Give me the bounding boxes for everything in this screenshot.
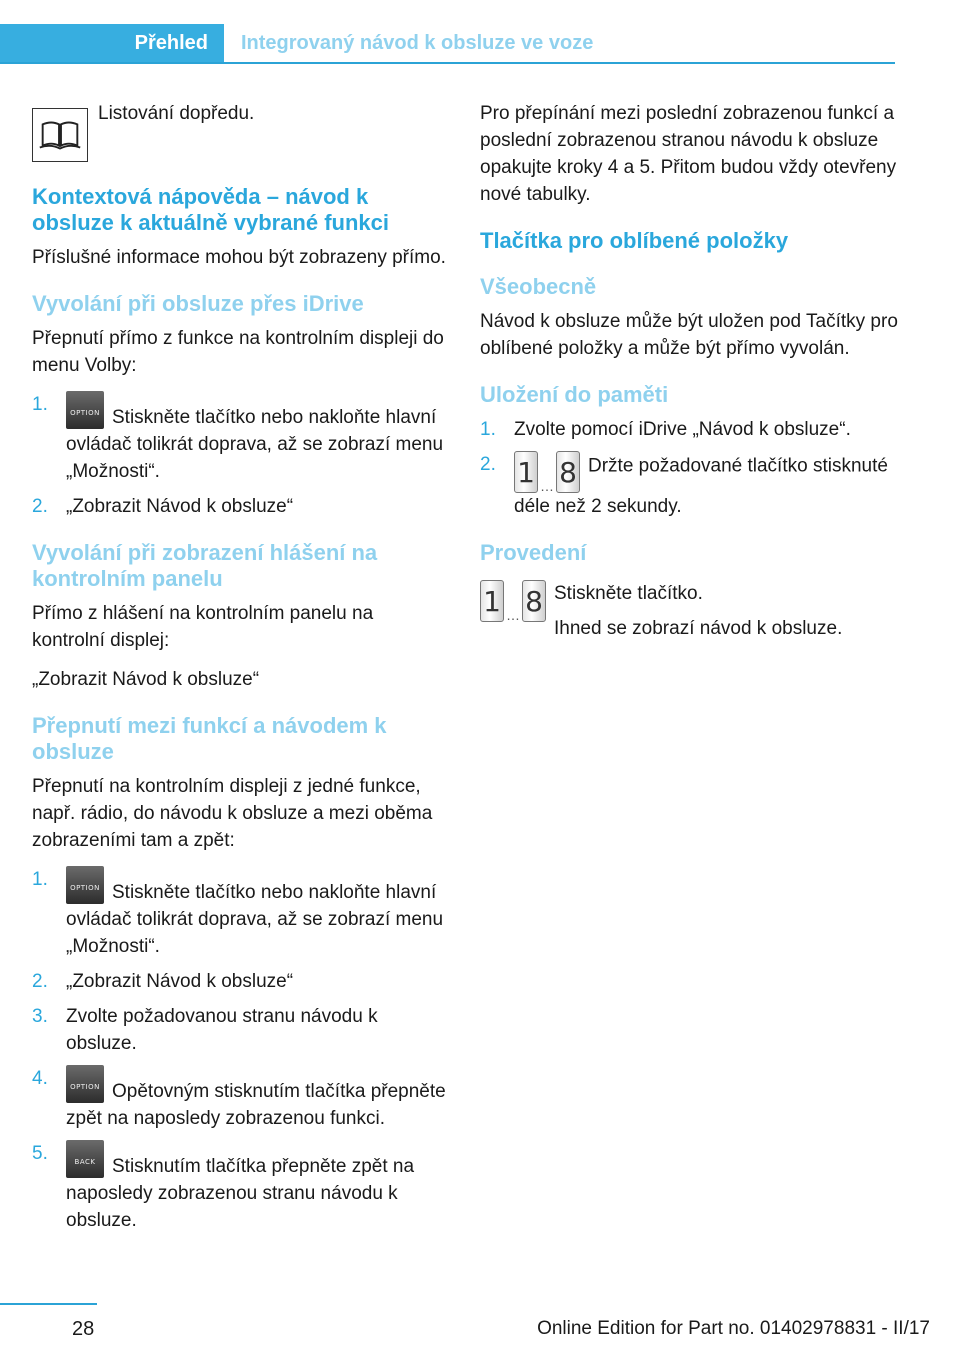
text-execute-2: Ihned se zobrazí návod k obsluze. — [554, 618, 843, 639]
list-text: Stiskněte tlačítko nebo nakloňte hlavní ovládač tolikrát doprava, až se zobrazí menu „Možnosti“. — [66, 882, 444, 957]
heading-switch: Přepnutí mezi funkcí a návodem k obsluze — [32, 713, 387, 764]
list-number: 1. — [32, 394, 48, 415]
list-text: Opětovným stisknutím tlačítka přepněte zpět na naposledy zobrazenou funkci. — [66, 1081, 446, 1129]
favorite-key-8: 8 — [556, 451, 580, 493]
list-item — [32, 968, 450, 995]
list-item — [32, 493, 450, 520]
text-idrive: Přepnutí přímo z funkce na kontrolním displeji do menu Volby: — [32, 328, 444, 376]
text-general: Návod k obsluze může být uložen pod Tačítky pro oblíbené položky a může být přímo vyvolán. — [480, 311, 898, 359]
list-text: Zvolte požadovanou stranu návodu k obsluze. — [66, 1006, 378, 1054]
chapter-title: Integrovaný návod k obsluze ve voze — [241, 32, 594, 54]
list-number: 1. — [480, 419, 496, 440]
footer-rule — [0, 1303, 97, 1305]
list-item — [32, 391, 450, 485]
list-item — [480, 451, 900, 520]
text-panel: Přímo z hlášení na kontrolním panelu na kontrolní displej: — [32, 603, 374, 651]
list-switch — [32, 866, 450, 1234]
list-text: Stisknutím tlačítka přepněte zpět na naposledy zobrazenou stranu návodu k obsluze. — [66, 1156, 415, 1231]
favorite-key-8: 8 — [522, 580, 546, 622]
text-repeat-steps: Pro přepínání mezi poslední zobrazenou funkcí a poslední zobrazenou stranou návodu k obsluze opakujte kroky 4 a 5. Přitom budou vždy otevřeny nové tabulky. — [480, 103, 897, 205]
page-number: 28 — [72, 1318, 95, 1340]
heading-context-help: Kontextová nápověda – návod k obsluze k aktuálně vybrané funkci — [32, 184, 390, 235]
list-item — [32, 1003, 450, 1057]
heading-save: Uložení do paměti — [480, 382, 669, 407]
book-icon — [32, 108, 88, 162]
list-item — [480, 416, 900, 443]
list-save — [480, 416, 900, 520]
list-number: 2. — [32, 971, 48, 992]
heading-execute: Provedení — [480, 540, 587, 565]
execute-row — [480, 580, 900, 650]
page-forward-row — [32, 100, 450, 164]
favorite-buttons-icon — [480, 580, 546, 622]
list-item — [32, 1065, 450, 1132]
left-column — [32, 100, 450, 1244]
list-idrive — [32, 391, 450, 520]
ellipsis: … — [506, 607, 520, 623]
heading-idrive: Vyvolání při obsluze přes iDrive — [32, 291, 364, 316]
section-tab — [0, 24, 224, 62]
page-header — [0, 24, 895, 64]
list-text: Zvolte pomocí iDrive „Návod k obsluze“. — [514, 419, 851, 440]
option-label: OPTION — [70, 1083, 100, 1091]
list-number: 3. — [32, 1006, 48, 1027]
back-label: BACK — [74, 1158, 96, 1166]
option-label: OPTION — [70, 409, 100, 417]
heading-favorites: Tlačítka pro oblíbené položky — [480, 228, 789, 253]
option-button-icon — [66, 391, 104, 429]
text-context-help: Příslušné informace mohou být zobrazeny přímo. — [32, 247, 446, 268]
list-text: Stiskněte tlačítko nebo nakloňte hlavní ovládač tolikrát doprava, až se zobrazí menu „Možnosti“. — [66, 407, 444, 482]
list-item — [32, 1140, 450, 1234]
favorite-buttons-icon — [514, 451, 580, 493]
list-text: „Zobrazit Návod k obsluze“ — [66, 971, 294, 992]
edition-note: Online Edition for Part no. 01402978831 - II/17 — [537, 1318, 930, 1339]
list-number: 1. — [32, 869, 48, 890]
favorite-key-1: 1 — [480, 580, 504, 622]
text-panel-option: „Zobrazit Návod k obsluze“ — [32, 669, 260, 690]
option-button-icon — [66, 866, 104, 904]
heading-general: Všeobecně — [480, 274, 597, 299]
list-number: 2. — [480, 454, 496, 475]
ellipsis: … — [540, 478, 554, 494]
right-column — [480, 100, 900, 650]
list-number: 5. — [32, 1143, 48, 1164]
text-switch: Přepnutí na kontrolním displeji z jedné funkce, např. rádio, do návodu k obsluze a mezi oběma zobrazeními tam a zpět: — [32, 776, 433, 851]
option-label: OPTION — [70, 884, 100, 892]
list-number: 2. — [32, 496, 48, 517]
favorite-key-1: 1 — [514, 451, 538, 493]
text-execute-1: Stiskněte tlačítko. — [554, 583, 703, 604]
section-label: Přehled — [134, 31, 208, 54]
heading-panel: Vyvolání při zobrazení hlášení na kontrolním panelu — [32, 540, 378, 591]
list-text: „Zobrazit Návod k obsluze“ — [66, 496, 294, 517]
list-item — [32, 866, 450, 960]
option-button-icon — [66, 1065, 104, 1103]
page-forward-text: Listování dopředu. — [98, 103, 255, 124]
back-button-icon — [66, 1140, 104, 1178]
list-text: Držte požadované tlačítko stisknuté déle než 2 sekundy. — [514, 455, 888, 517]
list-number: 4. — [32, 1068, 48, 1089]
